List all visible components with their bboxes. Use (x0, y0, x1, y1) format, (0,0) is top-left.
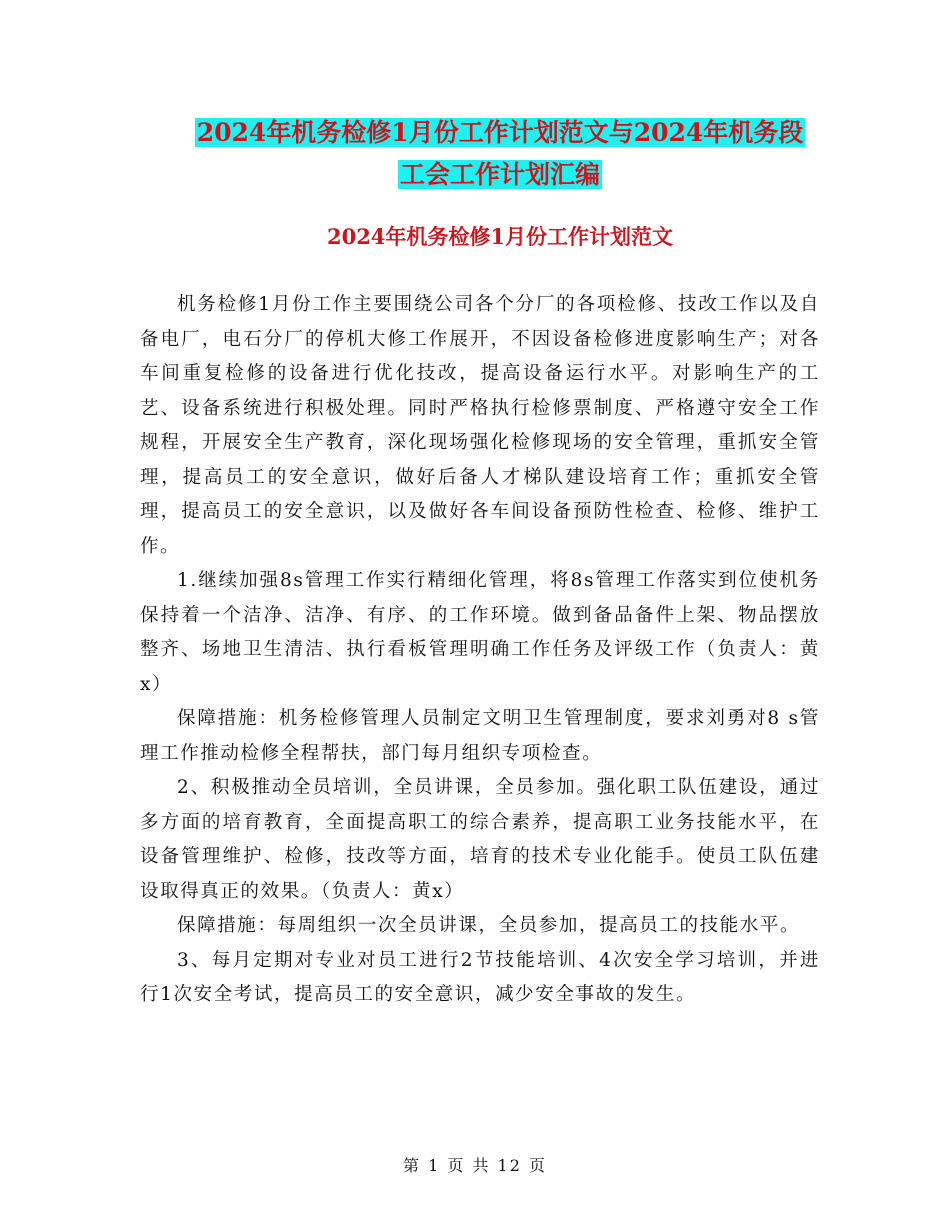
page-footer: 第 1 页 共 12 页 (403, 1156, 547, 1175)
paragraph-item-2: 2、积极推动全员培训，全员讲课，全员参加。强化职工队伍建设，通过多方面的培育教育，全面提高职工的综合素养，提高职工业务技能水平，在设备管理维护、检修，技改等方面，培育的技术专业化能手。使员工队伍建设取得真正的效果。（负责人：黄x） (140, 777, 820, 902)
section-title: 2024年机务检修1月份工作计划范文 (326, 224, 674, 249)
document-title-line-1 (140, 113, 860, 153)
paragraph-item-3: 3、每月定期对专业对员工进行2节技能培训、4次安全学习培训，并进行1次安全考试，提高员工的安全意识，减少安全事故的发生。 (140, 949, 820, 1005)
document-body (140, 288, 820, 1013)
paragraph-measure-1: 保障措施：机务检修管理人员制定文明卫生管理制度，要求刘勇对8 s管理工作推动检修全程帮扶，部门每月组织专项检查。 (140, 708, 820, 764)
paragraph-measure-2: 保障措施：每周组织一次全员讲课，全员参加，提高员工的技能水平。 (177, 915, 801, 936)
paragraph-item-1: 1.继续加强8s管理工作实行精细化管理，将8s管理工作落实到位使机务保持着一个洁净、洁净、有序、的工作环境。做到备品备件上架、物品摆放整齐、场地卫生清洁、执行看板管理明确工作任务及评级工作（负责人：黄x） (140, 570, 820, 695)
title-highlight-2: 工会工作计划汇编 (399, 160, 600, 189)
title-highlight-1: 2024年机务检修1月份工作计划范文与2024年机务段 (196, 118, 804, 147)
document-title-line-2 (140, 155, 860, 195)
paragraph-intro: 机务检修1月份工作主要围绕公司各个分厂的各项检修、技改工作以及自备电厂，电石分厂的停机大修工作展开，不因设备检修进度影响生产；对各车间重复检修的设备进行优化技改，提高设备运行水平。对影响生产的工艺、设备系统进行积极处理。同时严格执行检修票制度、严格遵守安全工作规程，开展安全生产教育，深化现场强化检修现场的安全管理，重抓安全管理，提高员工的安全意识，做好后备人才梯队建设培育工作；重抓安全管理，提高员工的安全意识，以及做好各车间设备预防性检查、检修、维护工作。 (140, 294, 820, 557)
